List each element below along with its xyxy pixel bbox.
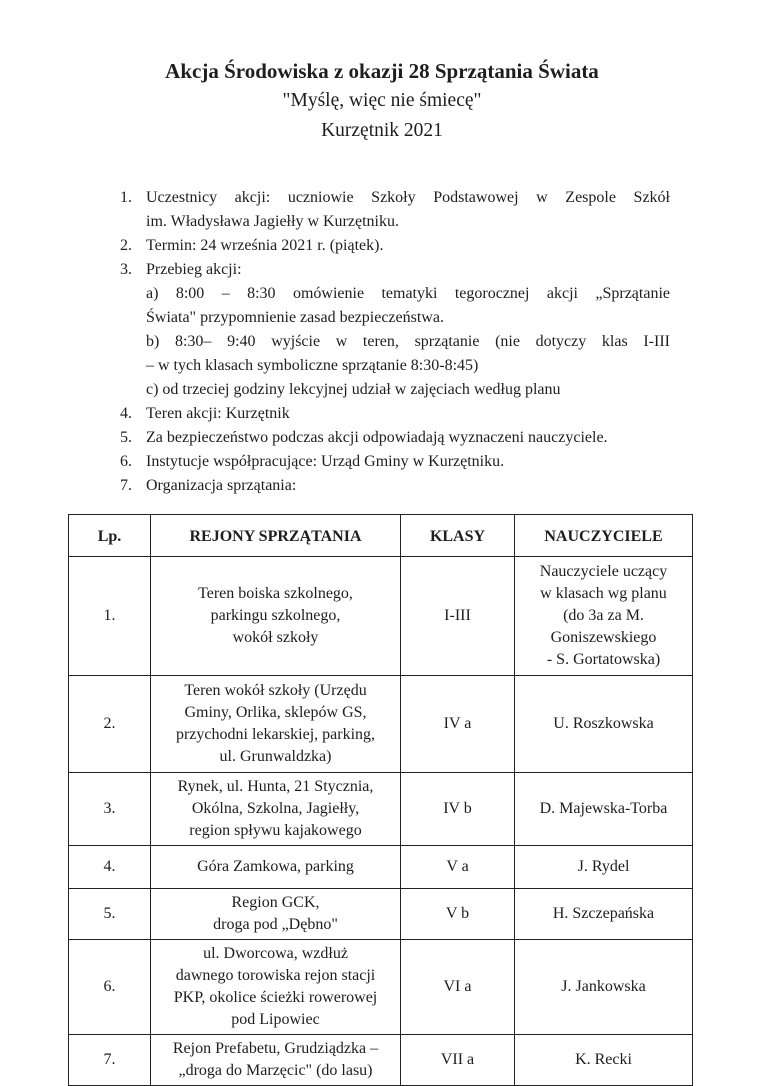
area-line: Gminy, Orlika, sklepów GS, [184, 704, 367, 721]
area-cell [151, 557, 401, 676]
list-number: 2. [120, 237, 132, 254]
list-item [120, 402, 670, 426]
teacher-line: (do 3a za M. [563, 607, 644, 624]
teacher-cell [515, 676, 693, 773]
area-line: pod Lipowiec [231, 1011, 320, 1028]
area-cell [151, 846, 401, 889]
list-number: 7. [120, 477, 132, 494]
area-line: ul. Grunwaldzka) [219, 748, 332, 765]
row-number: 6. [69, 940, 151, 1035]
teacher-line: Goniszewskiego [550, 629, 657, 646]
area-line: Teren wokół szkoły (Urzędu [184, 682, 367, 699]
list-number: 1. [120, 189, 132, 206]
area-line: Rejon Prefabetu, Grudziądzka – [172, 1040, 379, 1057]
column-header-class: KLASY [401, 515, 515, 557]
class-cell: VII a [401, 1035, 515, 1086]
table-row [69, 889, 693, 940]
area-line: dawnego torowiska rejon stacji [175, 967, 376, 984]
teacher-cell [515, 846, 693, 889]
list-text: Za bezpieczeństwo podczas akcji odpowiadają wyznaczeni nauczyciele. [146, 429, 608, 446]
list-text: Termin: 24 września 2021 r. (piątek). [146, 237, 384, 254]
class-cell: V a [401, 846, 515, 889]
document-subtitle: "Myślę, więc nie śmiecę" [282, 90, 482, 111]
area-line: Góra Zamkowa, parking [197, 858, 354, 875]
class-cell: I-III [401, 557, 515, 676]
row-number: 1. [69, 557, 151, 676]
list-text: Instytucje współpracujące: Urząd Gminy w Kurzętniku. [146, 453, 505, 470]
table-row [69, 676, 693, 773]
schedule-details [146, 282, 670, 402]
teacher-cell [515, 773, 693, 846]
row-number: 7. [69, 1035, 151, 1086]
document-title: Akcja Środowiska z okazji 28 Sprzątania Świata [165, 59, 599, 83]
area-line: PKP, okolice ścieżki rowerowej [173, 989, 378, 1006]
table-header-row [69, 515, 693, 557]
list-text: Organizacja sprzątania: [146, 477, 297, 494]
teacher-cell [515, 889, 693, 940]
column-header-area: REJONY SPRZĄTANIA [151, 515, 401, 557]
list-item [120, 186, 670, 234]
area-cell [151, 676, 401, 773]
area-line: Okólna, Szkolna, Jagiełły, [191, 800, 360, 817]
list-item [120, 450, 670, 474]
class-cell: IV a [401, 676, 515, 773]
table-row [69, 846, 693, 889]
class-cell: VI a [401, 940, 515, 1035]
area-line: przychodni lekarskiej, parking, [175, 726, 376, 743]
schedule-a: a) 8:00 – 8:30 omówienie tematyki tegorocznej akcji „Sprzątanie [146, 285, 670, 302]
list-item [120, 258, 670, 402]
area-cell [151, 889, 401, 940]
class-cell: IV b [401, 773, 515, 846]
teacher-line: U. Roszkowska [553, 715, 654, 732]
teacher-line: J. Jankowska [561, 978, 646, 995]
schedule-b-cont: – w tych klasach symboliczne sprzątanie 8:30-8:45) [146, 357, 479, 374]
class-cell: V b [401, 889, 515, 940]
list-text: Przebieg akcji: [146, 261, 242, 278]
teacher-cell [515, 557, 693, 676]
action-points-list [120, 186, 670, 498]
area-line: wokół szkoły [232, 629, 319, 646]
row-number: 4. [69, 846, 151, 889]
list-number: 4. [120, 405, 132, 422]
schedule-c: c) od trzeciej godziny lekcyjnej udział w zajęciach według planu [146, 381, 561, 398]
area-line: Rynek, ul. Hunta, 21 Stycznia, [177, 778, 374, 795]
list-number: 6. [120, 453, 132, 470]
teacher-line: H. Szczepańska [552, 905, 655, 922]
column-header-teachers: NAUCZYCIELE [515, 515, 693, 557]
list-number: 3. [120, 261, 132, 278]
teacher-line: K. Recki [575, 1051, 632, 1068]
list-item [120, 234, 670, 258]
document-place-year: Kurzętnik 2021 [321, 120, 443, 141]
list-text: im. Władysława Jagiełły w Kurzętniku. [146, 213, 399, 230]
area-line: region spływu kajakowego [189, 822, 362, 839]
area-cell [151, 773, 401, 846]
teacher-line: Nauczyciele uczący [539, 563, 668, 580]
list-text: Teren akcji: Kurzętnik [146, 405, 290, 422]
teacher-line: D. Majewska-Torba [539, 800, 668, 817]
cleanup-table [68, 514, 693, 1086]
table-row [69, 557, 693, 676]
list-number: 5. [120, 429, 132, 446]
teacher-cell [515, 1035, 693, 1086]
teacher-line: - S. Gortatowska) [546, 651, 661, 668]
column-header-lp: Lp. [69, 515, 151, 557]
area-line: ul. Dworcowa, wzdłuż [203, 945, 348, 962]
schedule-b: b) 8:30– 9:40 wyjście w teren, sprzątanie (nie dotyczy klas I-III [146, 333, 670, 350]
teacher-cell [515, 940, 693, 1035]
list-item [120, 474, 670, 498]
table-row [69, 940, 693, 1035]
row-number: 2. [69, 676, 151, 773]
area-line: Region GCK, [231, 894, 320, 911]
area-line: Teren boiska szkolnego, [198, 585, 353, 602]
row-number: 5. [69, 889, 151, 940]
list-item [120, 426, 670, 450]
teacher-line: w klasach wg planu [540, 585, 667, 602]
area-line: „droga do Marzęcic" (do lasu) [178, 1062, 373, 1079]
teacher-line: J. Rydel [577, 858, 630, 875]
area-line: droga pod „Dębno" [213, 916, 338, 933]
list-text: Uczestnicy akcji: uczniowie Szkoły Podstawowej w Zespole Szkół [146, 189, 670, 206]
document-header [0, 57, 764, 146]
area-line: parkingu szkolnego, [210, 607, 341, 624]
area-cell [151, 940, 401, 1035]
area-cell [151, 1035, 401, 1086]
table-row [69, 773, 693, 846]
table-row [69, 1035, 693, 1086]
row-number: 3. [69, 773, 151, 846]
schedule-a-cont: Świata" przypomnienie zasad bezpieczeństwa. [146, 309, 444, 326]
